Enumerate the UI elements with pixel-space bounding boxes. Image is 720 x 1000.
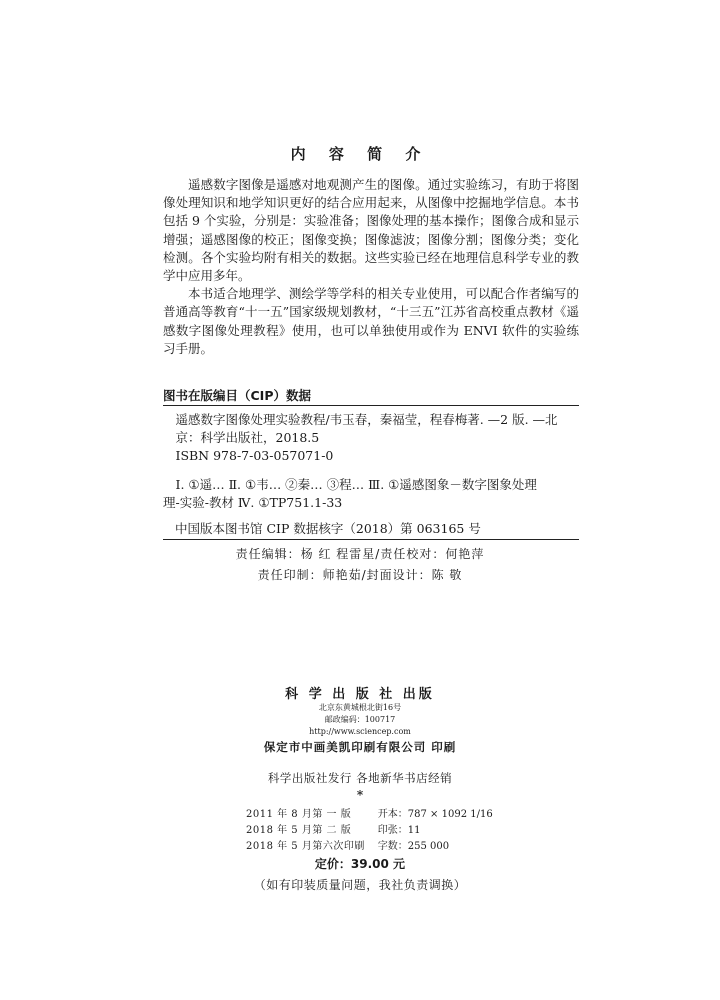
- abstract: [163, 176, 579, 358]
- cip-bottom-rule: [163, 539, 579, 540]
- edition-row: [246, 839, 576, 855]
- cip-bibliographic-record: 遥感数字图像处理实验教程/韦玉春，秦福莹，程春梅著. —2 版. —北京：科学出版社，2018.5: [175, 412, 558, 446]
- price: 定价：39.00 元: [314, 857, 406, 871]
- cip-record: [163, 411, 579, 512]
- publisher-block: [0, 683, 720, 755]
- publisher-name: 科 学 出 版 社 出版: [285, 687, 435, 702]
- editors-line-1: 责任编辑：杨 红 程雷星/责任校对：何艳萍: [235, 547, 485, 561]
- publisher-website: http://www.sciencep.com: [309, 727, 411, 736]
- printer-name: 保定市中画美凯印刷有限公司 印刷: [263, 740, 457, 754]
- edition-table: [246, 807, 576, 855]
- edition-info: 印张：11: [377, 825, 421, 836]
- separator-star: *: [356, 788, 364, 802]
- page-title: 内 容 简 介: [290, 145, 430, 163]
- edition-date: 2018 年 5 月第 二 版: [246, 825, 352, 836]
- abstract-paragraph-1: 遥感数字图像是遥感对地观测产生的图像。通过实验练习，有助于将图像处理知识和地学知识更好的结合应用起来，从图像中挖掘地学信息。本书包括 9 个实验，分别是：实验准备；图像处理的基本操作；图像合成和显示增强；遥感图像的校正；图像变换；图像滤波；图像分割；图像分类；变化检测。各个实验均附有相关的数据。这些实验已经在地理信息科学专业的教学中应用多年。: [163, 177, 579, 284]
- cip-heading: 图书在版编目（CIP）数据: [163, 388, 311, 403]
- cip-isbn: ISBN 978-7-03-057071-0: [175, 448, 334, 464]
- edition-date: 2011 年 8 月第 一 版: [246, 809, 352, 820]
- cip-number: 中国版本图书馆 CIP 数据核字（2018）第 063165 号: [175, 521, 481, 536]
- cip-classification-line-1: Ⅰ. ①遥… Ⅱ. ①韦… ②秦… ③程… Ⅲ. ①遥感图象－数字图象处理: [175, 476, 537, 492]
- distribution-line: 科学出版社发行 各地新华书店经销: [267, 771, 453, 785]
- edition-row: [246, 823, 576, 839]
- abstract-paragraph-2: 本书适合地理学、测绘学等学科的相关专业使用，可以配合作者编写的普通高等教育“十一五”国家级规划教材，“十三五”江苏省高校重点教材《遥感数字图像处理教程》使用，也可以单独使用或作为 ENVI 软件的实验练习手册。: [163, 286, 579, 356]
- publisher-postcode: 邮政编码：100717: [324, 715, 396, 724]
- cip-top-rule: [163, 405, 579, 406]
- editors-credits: [0, 544, 720, 586]
- cip-classification: [163, 476, 579, 512]
- quality-note: （如有印装质量问题，我社负责调换）: [253, 878, 467, 892]
- publisher-address: 北京东黄城根北街16号: [318, 703, 402, 712]
- edition-info: 字数：255 000: [377, 841, 450, 852]
- cip-classification-line-2: 理-实验-教材 Ⅳ. ①TP751.1-33: [163, 494, 343, 510]
- edition-date: 2018 年 5 月第六次印刷: [246, 841, 365, 852]
- editors-line-2: 责任印制：师艳茹/封面设计：陈 敬: [257, 568, 463, 582]
- edition-row: [246, 807, 576, 823]
- edition-info: 开本：787 × 1092 1/16: [377, 809, 493, 820]
